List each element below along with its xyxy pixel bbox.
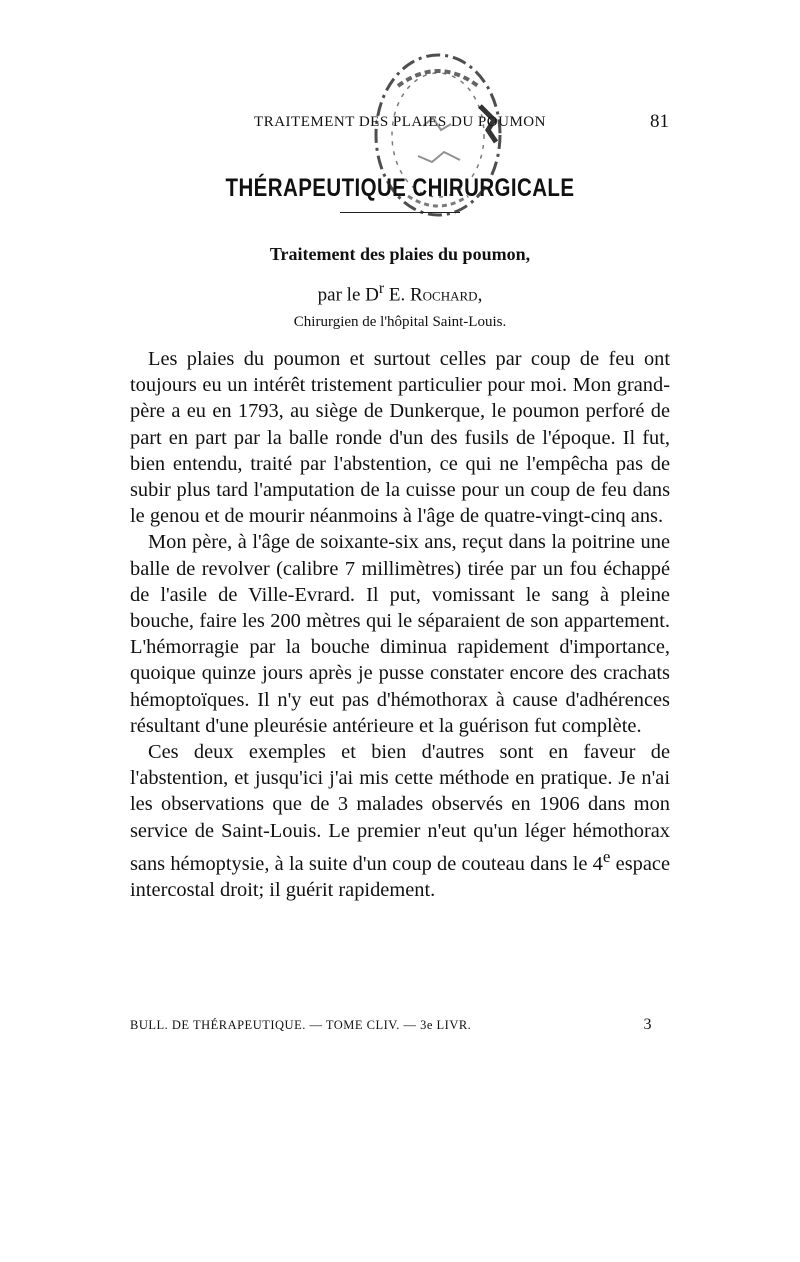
byline-prefix: par le D bbox=[317, 284, 379, 306]
author-name: Rochard, bbox=[410, 284, 483, 306]
footer-journal: BULL. DE THÉRAPEUTIQUE. — TOME CLIV. — 3e LIVR. bbox=[130, 1018, 472, 1032]
article-title: Traitement des plaies du poumon, bbox=[269, 244, 531, 264]
paragraph-1: Les plaies du poumon et surtout celles par coup de feu ont toujours eu un intérêt tristement particulier pour moi. Mon grand-père a eu en 1793, au siège de Dunkerque, le poumon perforé de part en part par la balle ronde d'un des fusils de l'époque. Il fut, bien entendu, traité par l'abstention, ce qui ne l'empêcha pas de subir plus tard l'amputation de la cuisse pour un coup de feu dans le genou et de mourir néanmoins à l'âge de quatre-vingt-cinq ans. bbox=[130, 348, 670, 528]
section-title: THÉRAPEUTIQUE CHIRURGICALE bbox=[225, 174, 575, 202]
affiliation: Chirurgien de l'hôpital Saint-Louis. bbox=[293, 314, 507, 330]
byline-initial: E. bbox=[384, 284, 410, 306]
byline bbox=[0, 280, 800, 306]
footer-signature: 3 bbox=[643, 1016, 652, 1033]
paragraph-3 bbox=[130, 739, 670, 903]
library-stamp-icon bbox=[368, 46, 508, 224]
byline-sup: r bbox=[378, 280, 385, 297]
paragraph-3-before: Ces deux exemples et bien d'autres sont en faveur de l'abstention, et jusqu'ici j'ai mis cette méthode en pratique. Je n'ai les observations que de 3 malades observés en 1906 dans mon service de Saint-Louis. Le premier n'eut qu'un léger hémothorax sans hémoptysie, à la suite d'un coup de couteau dans le 4 bbox=[130, 741, 670, 875]
running-title: TRAITEMENT DES PLAIES DU POUMON bbox=[254, 114, 546, 130]
page-number: 81 bbox=[650, 111, 669, 132]
paragraph-2: Mon père, à l'âge de soixante-six ans, reçut dans la poitrine une balle de revolver (calibre 7 millimètres) tirée par un fou échappé de l'asile de Ville-Evrard. Il put, vomissant le sang à pleine bouche, faire les 200 mètres qui le séparaient de son appartement. L'hémorragie par la bouche diminua rapidement d'importance, quoique quinze jours après je pusse constater encore des crachats hémoptoïques. Il n'y eut pas d'hémothorax à cause d'adhérences résultant d'une pleurésie antérieure et la guérison fut complète. bbox=[130, 531, 670, 737]
paragraph-3-after: espace intercostal droit; il guérit rapidement. bbox=[130, 852, 671, 901]
article-body bbox=[130, 346, 670, 903]
paragraph-3-sup: e bbox=[602, 846, 611, 866]
